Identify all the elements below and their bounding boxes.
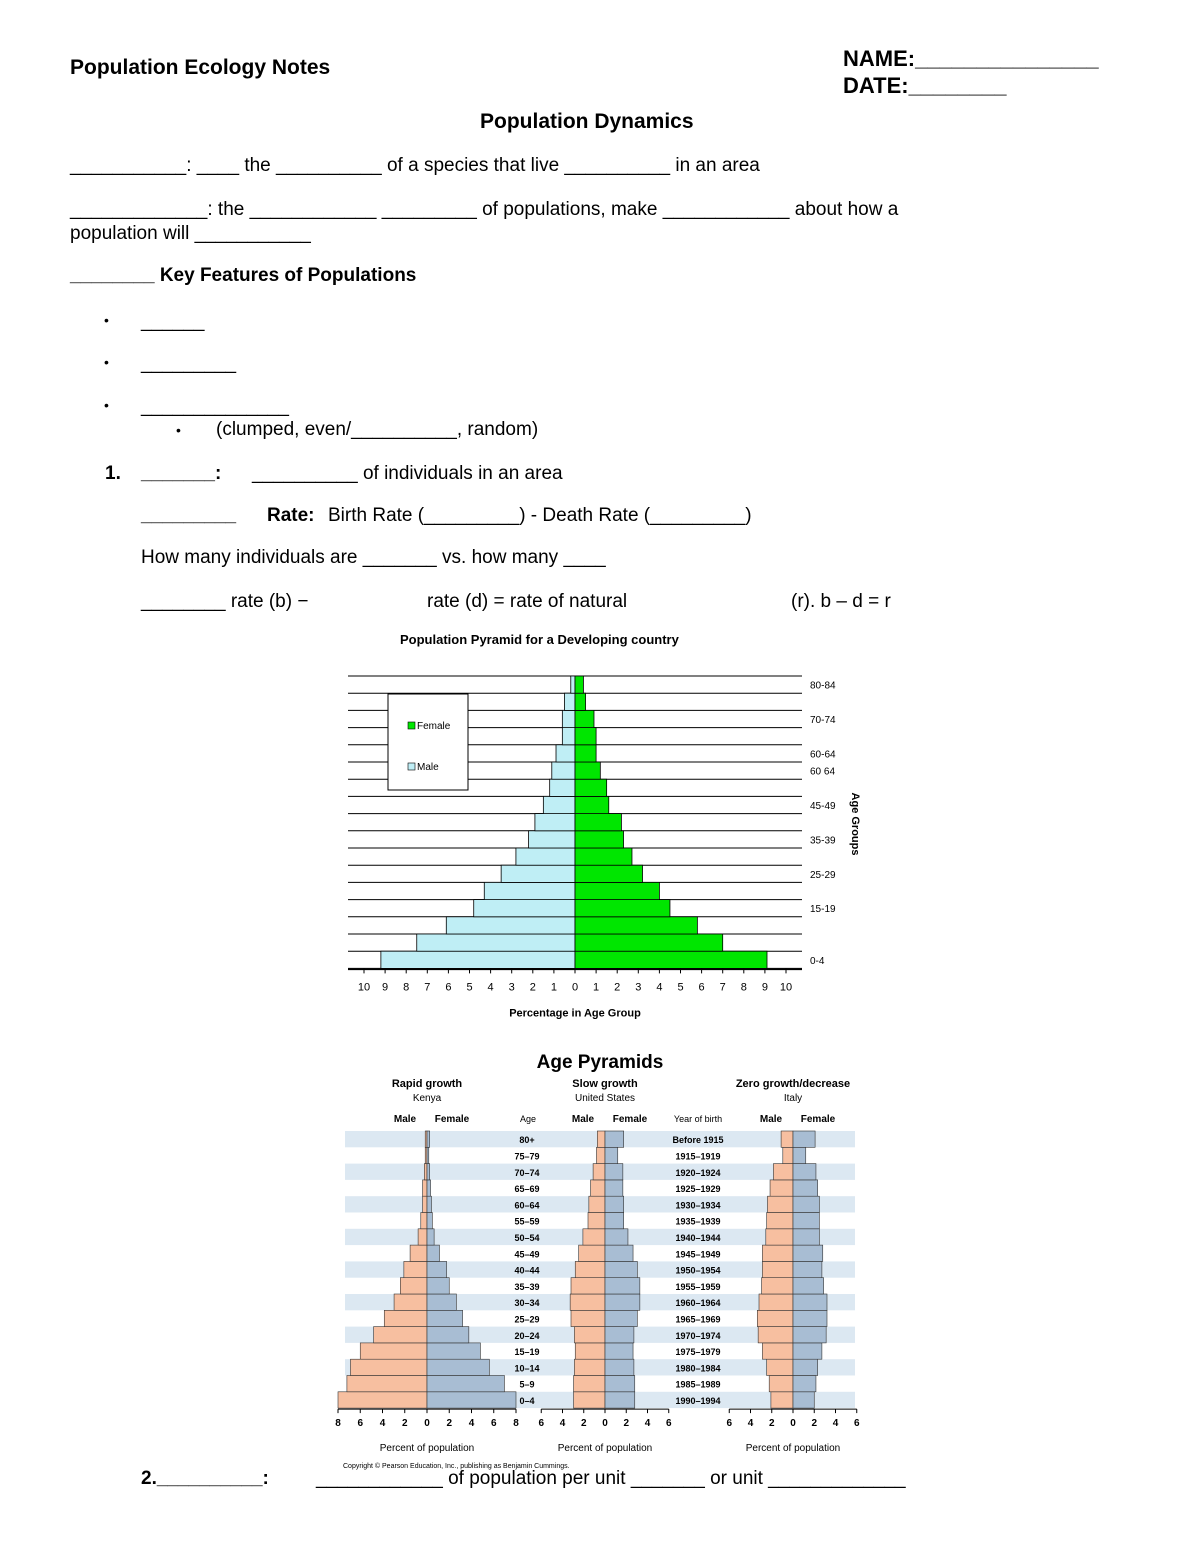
male-bar [574,1392,605,1408]
x-tick-label: 5 [466,981,473,994]
female-bar [427,1213,432,1229]
male-bar [571,676,575,693]
female-bar [605,1213,624,1229]
age-group-label: 60-64 [810,749,836,761]
bullet-dot: • [104,354,109,370]
male-bar [418,1229,427,1245]
female-bar [605,1310,637,1326]
x-tick-label: 8 [513,1418,519,1430]
male-column-label: Male [571,1114,595,1125]
female-column-label: Female [800,1114,836,1125]
x-axis-label: Percent of population [745,1443,841,1455]
x-tick-label: 0 [602,1418,608,1430]
x-tick-label: 6 [357,1418,364,1430]
age-group-label: 45-49 [810,801,836,812]
x-tick-label: 0 [571,981,579,994]
x-tick-label: 6 [445,981,452,994]
name-field[interactable]: NAME:_______________ [843,46,1099,71]
female-bar [575,865,643,882]
birth-year-label: 1930–1934 [675,1200,721,1211]
birth-year-label: 1965–1969 [675,1314,721,1325]
x-axis-label: Percentage in Age Group [509,1007,641,1020]
y-axis-label: Age Groups [849,792,861,856]
x-tick-label: 2 [811,1418,818,1430]
male-bar [556,745,575,762]
age-label: 60–64 [514,1200,540,1211]
male-bar [574,1327,605,1343]
female-bar [427,1261,447,1277]
age-group-label: 80-84 [810,680,836,692]
male-bar [597,1147,606,1163]
x-tick-label: 4 [832,1418,839,1430]
x-tick-label: 4 [468,1418,475,1430]
sub-bullet-dot: • [176,422,181,438]
legend-label-male: Male [417,762,439,773]
female-bar [575,848,632,865]
female-bar [427,1147,429,1163]
female-bar [793,1278,824,1294]
male-column-label: Male [759,1114,783,1125]
female-bar [575,745,596,762]
female-bar [575,814,621,831]
x-axis-label: Percent of population [379,1443,475,1455]
bullet-dot: • [104,312,109,328]
male-bar [588,1213,605,1229]
male-bar [571,1310,605,1326]
item-number-1: 1. [105,463,121,484]
panel-title: Zero growth/decrease [735,1078,851,1090]
male-bar [550,779,575,796]
x-tick-label: 9 [761,981,768,994]
female-bar [575,900,670,917]
x-tick-label: 4 [379,1418,386,1430]
item-1-definition: __________ of individuals in an area [252,463,563,484]
x-tick-label: 4 [559,1418,566,1430]
female-bar [427,1294,456,1310]
x-tick-label: 8 [335,1418,341,1430]
birth-year-label: Before 1915 [672,1135,724,1146]
age-label: 10–14 [514,1363,540,1374]
birth-year-label: 1945–1949 [675,1249,721,1260]
male-bar [773,1164,793,1180]
female-bar [793,1196,819,1212]
female-bar [605,1261,637,1277]
female-bar [793,1213,819,1229]
female-bar [793,1392,814,1408]
age-label: 0–4 [519,1395,535,1406]
male-bar [347,1376,427,1392]
age-label: 70–74 [514,1167,540,1178]
legend-label-female: Female [417,721,451,732]
legend-swatch-male [408,763,415,770]
female-bar [605,1180,623,1196]
panel-subtitle: Italy [783,1093,803,1104]
x-tick-label: 4 [487,981,494,994]
male-bar [384,1310,427,1326]
x-tick-label: 6 [538,1418,545,1430]
male-bar [574,1376,605,1392]
male-bar [400,1278,427,1294]
how-many-line: How many individuals are _______ vs. how many ____ [141,547,606,568]
x-tick-label: 1 [593,981,600,994]
dispersion-types: (clumped, even/__________, random) [216,419,539,440]
male-bar [564,693,575,710]
birth-year-label: 1935–1939 [675,1216,721,1227]
definition-line-demography-cont: population will ___________ [70,223,311,244]
female-bar [427,1376,504,1392]
birth-year-label: 1925–1929 [675,1184,721,1195]
male-bar [570,1294,605,1310]
feature-blank-1: ______ [141,311,205,332]
female-bar [793,1131,815,1147]
age-group-label: 35-39 [810,835,836,847]
male-bar [381,951,575,968]
age-label: 30–34 [514,1298,540,1309]
male-bar [579,1245,605,1261]
male-bar [535,814,575,831]
age-group-label: 0-4 [810,955,825,967]
male-bar [394,1294,427,1310]
female-bar [793,1261,822,1277]
female-bar [575,796,609,813]
male-bar [597,1131,605,1147]
female-bar [793,1327,826,1343]
female-bar [427,1196,431,1212]
female-bar [605,1376,635,1392]
legend-swatch-female [408,722,415,729]
female-bar [575,917,697,934]
x-tick-label: 2 [446,1418,453,1430]
age-label: 50–54 [514,1232,540,1243]
female-bar [605,1164,623,1180]
birth-year-label: 1990–1994 [675,1395,721,1406]
x-tick-label: 4 [644,1418,651,1430]
chart-title: Population Pyramid for a Developing country [400,632,679,647]
male-bar [575,1261,605,1277]
male-bar [762,1278,793,1294]
birth-year-label: 1980–1984 [675,1363,721,1374]
age-group-label: 25-29 [810,869,836,881]
male-bar [757,1310,793,1326]
bullet-dot: • [104,397,109,413]
x-tick-label: 4 [656,981,663,994]
x-tick-label: 1 [550,981,557,994]
male-bar [501,865,575,882]
x-tick-label: 2 [401,1418,408,1430]
male-bar [767,1213,793,1229]
male-bar [529,831,575,848]
male-bar [583,1229,605,1245]
x-tick-label: 0 [790,1418,796,1430]
x-tick-label: 0 [424,1418,430,1430]
female-bar [575,728,596,745]
male-bar [781,1131,793,1147]
x-tick-label: 8 [740,981,747,994]
x-tick-label: 3 [508,981,515,994]
female-bar [605,1229,628,1245]
birth-year-label: 1960–1964 [675,1298,721,1309]
male-bar [762,1261,793,1277]
male-bar [593,1164,605,1180]
male-bar [762,1343,793,1359]
age-label: 55–59 [514,1216,540,1227]
age-group-label: 70-74 [810,715,836,726]
age-pyramids-chart [335,1044,865,1471]
female-bar [605,1327,634,1343]
male-bar [374,1327,427,1343]
male-bar [424,1164,427,1180]
female-bar [427,1164,430,1180]
age-column-header: Age [519,1114,537,1124]
female-bar [575,779,607,796]
item-2-definition: ____________ of population per unit _______ or unit _____________ [316,1468,906,1489]
age-label: 5–9 [519,1379,535,1390]
age-label: 25–29 [514,1314,540,1325]
female-bar [793,1229,819,1245]
x-tick-label: 4 [747,1418,754,1430]
female-bar [575,882,659,899]
female-bar [427,1131,430,1147]
legend-box [388,694,468,790]
birth-year-label: 1940–1944 [675,1232,721,1243]
definition-line-population: ___________: ____ the __________ of a species that live __________ in an area [70,155,760,176]
female-bar [793,1376,816,1392]
male-bar [574,1359,605,1375]
female-bar [605,1131,624,1147]
male-bar [484,882,575,899]
x-tick-label: 6 [490,1418,497,1430]
age-label: 65–69 [514,1184,540,1195]
x-tick-label: 7 [719,981,726,994]
male-bar [360,1343,427,1359]
male-bar [543,796,575,813]
female-bar [427,1278,449,1294]
birth-year-label: 1920–1924 [675,1167,721,1178]
male-bar [758,1327,793,1343]
female-bar [605,1245,633,1261]
female-bar [427,1392,516,1408]
female-bar [575,934,723,951]
female-bar [427,1229,434,1245]
male-bar [769,1376,793,1392]
female-bar [793,1180,818,1196]
female-bar [793,1343,822,1359]
male-bar [404,1261,427,1277]
male-bar [562,728,575,745]
male-bar [759,1294,793,1310]
male-bar [762,1245,793,1261]
birth-year-label: 1955–1959 [675,1281,721,1292]
female-bar [575,951,767,968]
date-field[interactable]: DATE:________ [843,73,1007,98]
x-tick-label: 2 [529,981,536,994]
birth-year-label: 1950–1954 [675,1265,721,1276]
x-tick-label: 2 [623,1418,630,1430]
birth-year-label: 1915–1919 [675,1151,721,1162]
key-features-heading: ________ Key Features of Populations [70,265,417,286]
female-bar [427,1327,469,1343]
document-title: Population Ecology Notes [70,56,331,79]
x-tick-label: 8 [403,981,410,994]
x-tick-label: 2 [580,1418,587,1430]
male-bar [767,1359,793,1375]
male-bar [446,917,575,934]
section-heading: Population Dynamics [480,110,694,133]
definition-line-demography: _____________: the ____________ _________ of populations, make ____________ about how a [70,199,899,220]
x-tick-label: 7 [424,981,431,994]
developing-country-pyramid-chart [340,628,860,1028]
male-bar [575,1343,605,1359]
female-bar [575,831,624,848]
female-bar [793,1294,827,1310]
female-bar [575,676,583,693]
chart-title: Age Pyramids [536,1052,664,1073]
rate-blank: _________ [141,505,237,526]
male-bar [421,1213,427,1229]
age-label: 35–39 [514,1281,540,1292]
male-bar [591,1180,605,1196]
male-bar [771,1392,793,1408]
male-bar [474,900,575,917]
birth-year-label: 1985–1989 [675,1379,721,1390]
male-column-label: Male [393,1114,417,1125]
male-bar [768,1196,794,1212]
panel-subtitle: United States [574,1093,636,1104]
female-bar [427,1245,439,1261]
x-tick-label: 6 [698,981,705,994]
female-bar [427,1343,480,1359]
feature-blank-2: _________ [141,353,237,374]
male-bar [423,1196,427,1212]
male-bar [589,1196,605,1212]
age-label: 75–79 [514,1151,540,1162]
female-bar [793,1147,806,1163]
panel-title: Rapid growth [391,1078,463,1090]
birth-year-label: 1975–1979 [675,1347,721,1358]
female-bar [793,1245,823,1261]
x-tick-label: 6 [726,1418,733,1430]
age-group-label: 60 64 [810,766,836,778]
female-bar [793,1359,818,1375]
female-bar [793,1164,816,1180]
birth-year-label: 1970–1974 [675,1330,721,1341]
female-bar [793,1310,827,1326]
x-tick-label: 10 [357,981,371,994]
male-bar [770,1180,793,1196]
male-bar [562,710,575,727]
female-bar [605,1294,640,1310]
panel-title: Slow growth [572,1078,638,1090]
year-column-header: Year of birth [673,1114,723,1124]
rate-b-text: ________ rate (b) − [141,591,309,612]
male-bar [338,1392,427,1408]
rate-formula: Birth Rate (_________) - Death Rate (_________) [328,505,752,526]
item-1-term: _______: [141,463,222,484]
x-tick-label: 9 [382,981,389,994]
male-bar [423,1180,427,1196]
age-label: 40–44 [514,1265,540,1276]
x-tick-label: 6 [853,1418,860,1430]
female-bar [427,1310,463,1326]
rate-d-text: rate (d) = rate of natural [427,591,628,612]
male-bar [552,762,575,779]
x-tick-label: 6 [665,1418,672,1430]
feature-blank-3: ______________ [141,396,289,417]
male-bar [571,1278,605,1294]
x-tick-label: 10 [779,981,793,994]
x-tick-label: 5 [677,981,684,994]
x-tick-label: 3 [635,981,642,994]
female-bar [427,1359,489,1375]
female-column-label: Female [612,1114,648,1125]
female-bar [427,1180,431,1196]
x-axis-label: Percent of population [557,1443,653,1455]
female-bar [605,1343,633,1359]
female-bar [605,1278,640,1294]
x-tick-label: 2 [614,981,621,994]
female-bar [605,1359,634,1375]
female-bar [575,710,594,727]
age-label: 45–49 [514,1249,540,1260]
copyright-notice: Copyright © Pearson Education, Inc., publishing as Benjamin Cummings. [343,1463,570,1471]
age-label: 15–19 [514,1347,540,1358]
age-label: 80+ [519,1135,535,1146]
male-bar [783,1147,793,1163]
female-bar [605,1147,618,1163]
rate-r-text: (r). b – d = r [791,591,891,612]
female-column-label: Female [434,1114,470,1125]
female-bar [605,1196,624,1212]
panel-subtitle: Kenya [412,1093,442,1104]
female-bar [605,1392,635,1408]
female-bar [575,693,586,710]
age-label: 20–24 [514,1330,540,1341]
x-tick-label: 2 [768,1418,775,1430]
age-group-label: 15-19 [810,904,836,916]
male-bar [417,934,575,951]
male-bar [350,1359,427,1375]
rate-label: Rate: [267,505,315,526]
male-bar [766,1229,793,1245]
male-bar [410,1245,427,1261]
female-bar [575,762,600,779]
male-bar [516,848,575,865]
item-2-term: 2.__________: [141,1468,269,1489]
